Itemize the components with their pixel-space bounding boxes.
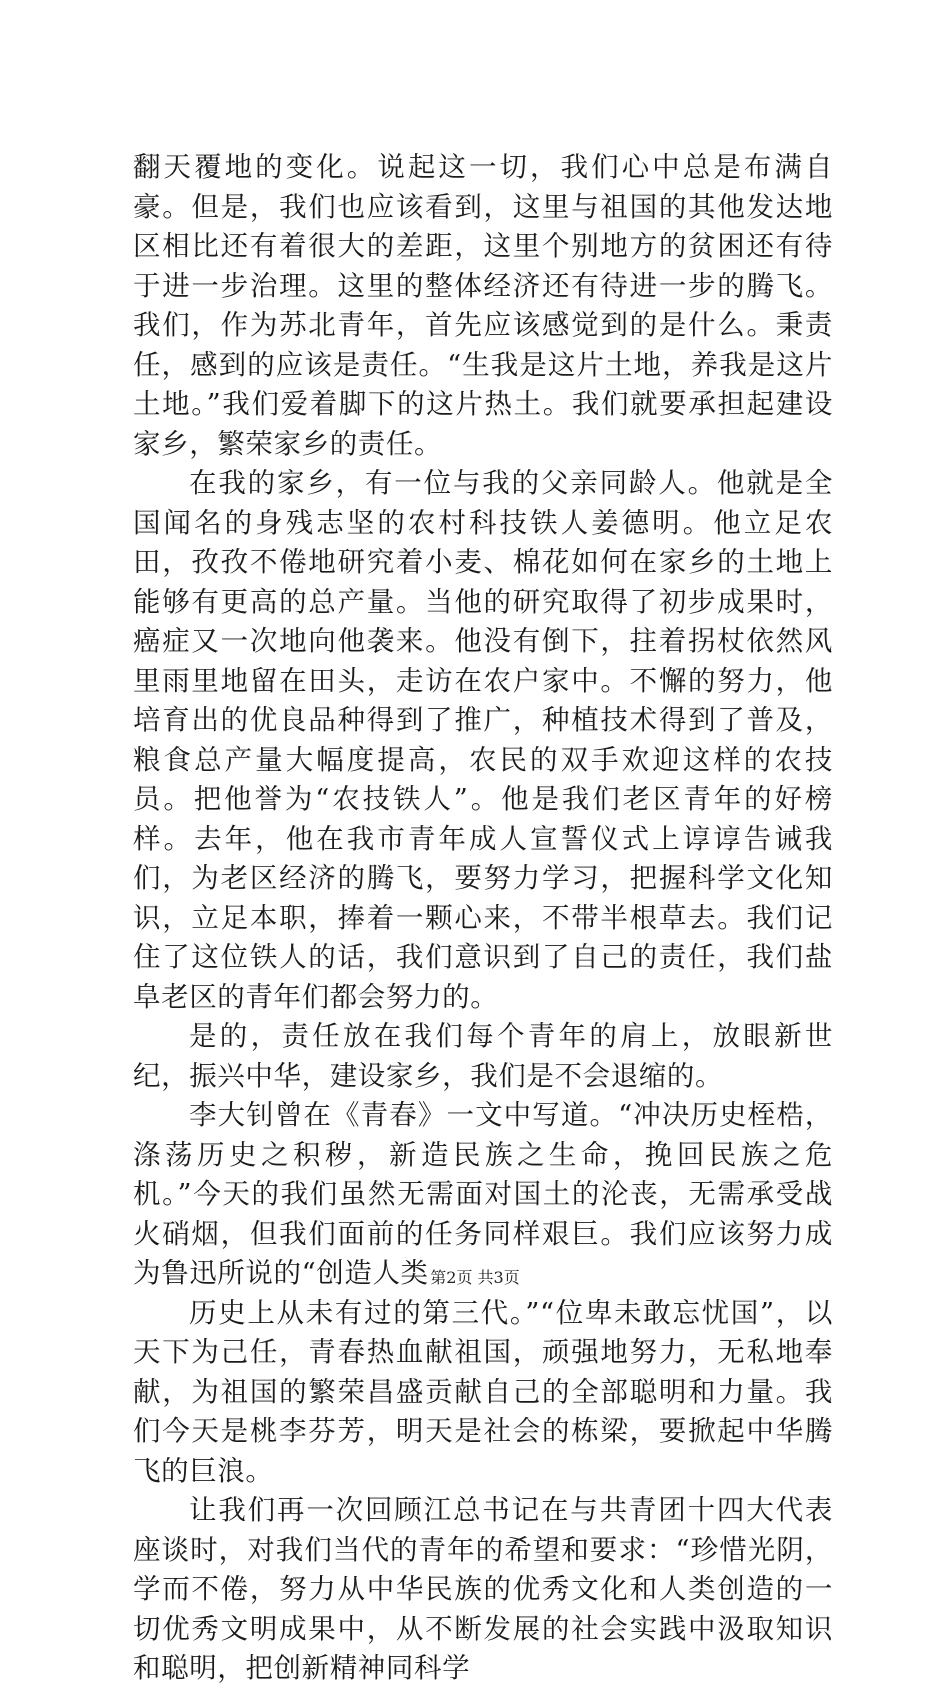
paragraph-3: 是的，责任放在我们每个青年的肩上，放眼新世纪，振兴中华，建设家乡，我们是不会退缩的。 [133, 1020, 833, 1092]
page-footer [0, 1268, 950, 1288]
page-number: 第2页 共3页 [430, 1268, 520, 1287]
paragraph-6: 让我们再一次回顾江总书记在与共青团十四大代表座谈时，对我们当代的青年的希望和要求：“珍惜光阴，学而不倦，努力从中华民族的优秀文化和人类创造的一切优秀文明成果中，从不断发展的社会实践中汲取知识和聪明，把创新精神同科学 [133, 1494, 833, 1684]
paragraph-5: 历史上从未有过的第三代。”“位卑未敢忘忧国”，以天下为己任，青春热血献祖国，顽强地努力，无私地奉献，为祖国的繁荣昌盛贡献自己的全部聪明和力量。我们今天是桃李芬芳，明天是社会的栋梁，要掀起中华腾飞的巨浪。 [133, 1296, 833, 1487]
paragraph-4: 李大钊曾在《青春》一文中写道。“冲决历史桎梏，涤荡历史之积秽，新造民族之生命，挽回民族之危机。”今天的我们虽然无需面对国土的沦丧，无需承受战火硝烟，但我们面前的任务同样艰巨。我们应该努力成为鲁迅所说的“创造人类 [133, 1099, 833, 1289]
paragraph-1: 翻天覆地的变化。说起这一切，我们心中总是布满自豪。但是，我们也应该看到，这里与祖国的其他发达地区相比还有着很大的差距，这里个别地方的贫困还有待于进一步治理。这里的整体经济还有待进一步的腾飞。我们，作为苏北青年，首先应该感觉到的是什么。秉责任，感到的应该是责任。“生我是这片土地，养我是这片土地。”我们爱着脚下的这片热土。我们就要承担起建设家乡，繁荣家乡的责任。 [133, 151, 833, 460]
document-body [133, 148, 833, 1689]
paragraph-2: 在我的家乡，有一位与我的父亲同龄人。他就是全国闻名的身残志坚的农村科技铁人姜德明。他立足农田，孜孜不倦地研究着小麦、棉花如何在家乡的土地上能够有更高的总产量。当他的研究取得了初步成果时，癌症又一次地向他袭来。他没有倒下，拄着拐杖依然风里雨里地留在田头，走访在农户家中。不懈的努力，他培育出的优良品种得到了推广，种植技术得到了普及，粮食总产量大幅度提高，农民的双手欢迎这样的农技员。把他誉为“农技铁人”。他是我们老区青年的好榜样。去年，他在我市青年成人宣誓仪式上谆谆告诫我们，为老区经济的腾飞，要努力学习，把握科学文化知识，立足本职，捧着一颗心来，不带半根草去。我们记住了这位铁人的话，我们意识到了自己的责任，我们盐阜老区的青年们都会努力的。 [133, 467, 833, 1013]
